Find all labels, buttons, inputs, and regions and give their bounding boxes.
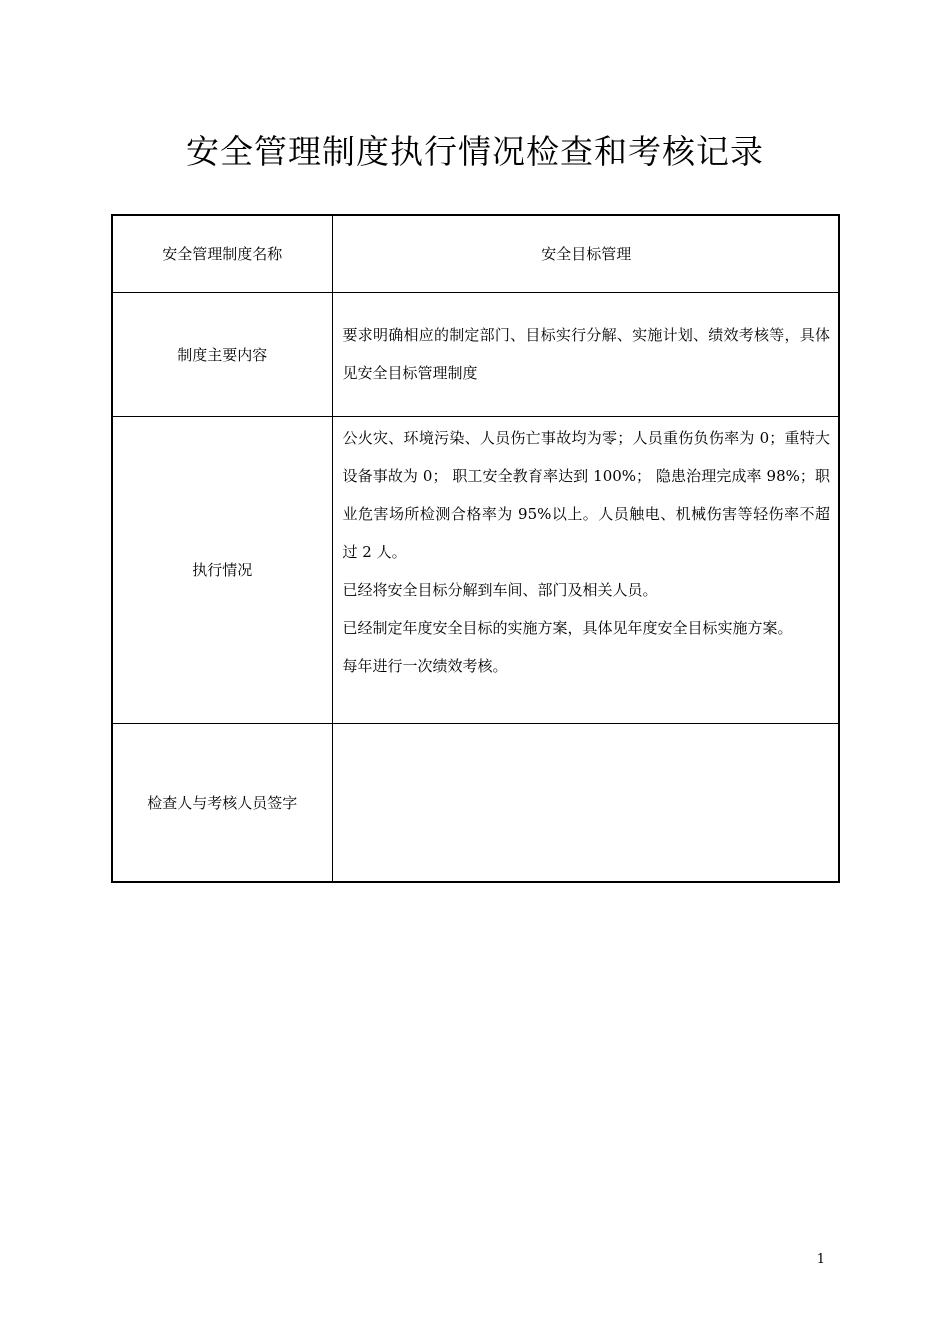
execution-value <box>332 416 839 723</box>
record-table <box>111 214 840 883</box>
page-number: 1 <box>816 1252 825 1267</box>
main-content-label: 制度主要内容 <box>112 292 332 416</box>
signature-field[interactable] <box>332 723 839 882</box>
table-row-main-content <box>112 292 839 416</box>
table-row-policy-name <box>112 215 839 292</box>
main-content-paragraph: 要求明确相应的制定部门、目标实行分解、实施计划、绩效考核等，具体见安全目标管理制度 <box>342 326 830 382</box>
execution-paragraph-assessment: 每年进行一次绩效考核。 <box>342 656 508 675</box>
execution-paragraph-plan: 已经制定年度安全目标的实施方案，具体见年度安全目标实施方案。 <box>342 618 793 637</box>
execution-label: 执行情况 <box>112 416 332 723</box>
policy-name-value: 安全目标管理 <box>332 215 839 292</box>
table-row-signature <box>112 723 839 882</box>
execution-paragraph-decomposition: 已经将安全目标分解到车间、部门及相关人员。 <box>342 580 658 599</box>
policy-name-label: 安全管理制度名称 <box>112 215 332 292</box>
table-row-execution <box>112 416 839 723</box>
main-content-value <box>332 292 839 416</box>
signature-label: 检查人与考核人员签字 <box>112 723 332 882</box>
document-title: 安全管理制度执行情况检查和考核记录 <box>186 132 764 171</box>
execution-paragraph-targets: 公火灾、环境污染、人员伤亡事故均为零；人员重伤负伤率为 0；重特大设备事故为 0； 职工安全教育率达到 100%； 隐患治理完成率 98%；职业危害场所检测合格率为 95%以上。人员触电、机械伤害等轻伤率不超过 2 人。 <box>342 428 830 561</box>
